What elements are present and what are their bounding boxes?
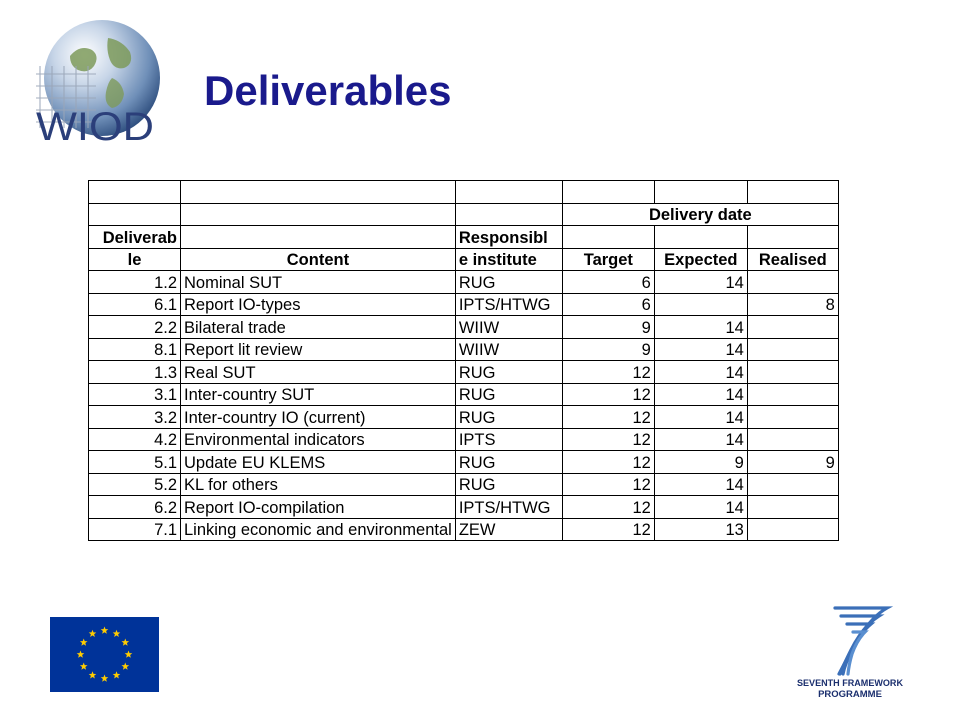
content-cell: Update EU KLEMS xyxy=(181,451,456,474)
deliverable-id: 3.2 xyxy=(89,406,181,429)
target-cell: 12 xyxy=(562,518,654,541)
table-row xyxy=(89,361,839,384)
institute-cell: IPTS/HTWG xyxy=(455,496,562,519)
expected-cell: 14 xyxy=(654,271,747,294)
content-cell: Report IO-compilation xyxy=(181,496,456,519)
expected-cell: 14 xyxy=(654,316,747,339)
institute-cell: IPTS xyxy=(455,428,562,451)
eu-flag xyxy=(50,617,159,692)
realised-cell xyxy=(747,518,838,541)
content-cell: Nominal SUT xyxy=(181,271,456,294)
expected-cell: 14 xyxy=(654,428,747,451)
content-header: Content xyxy=(181,248,456,271)
realised-cell xyxy=(747,406,838,429)
eu-star-icon xyxy=(121,639,129,646)
realised-cell xyxy=(747,271,838,294)
target-cell: 12 xyxy=(562,428,654,451)
table-cell xyxy=(89,203,181,226)
deliverable-id: 8.1 xyxy=(89,338,181,361)
expected-cell: 14 xyxy=(654,361,747,384)
table-cell xyxy=(455,203,562,226)
table-cell xyxy=(181,181,456,204)
table-row xyxy=(89,316,839,339)
expected-cell: 14 xyxy=(654,473,747,496)
institute-cell: RUG xyxy=(455,451,562,474)
content-cell: KL for others xyxy=(181,473,456,496)
deliverable-id: 5.1 xyxy=(89,451,181,474)
table-cell xyxy=(562,226,654,249)
deliverable-id: 2.2 xyxy=(89,316,181,339)
target-cell: 9 xyxy=(562,316,654,339)
eu-star-icon xyxy=(77,651,85,658)
realised-cell xyxy=(747,473,838,496)
logo-text: WIOD xyxy=(36,105,154,144)
eu-star-icon xyxy=(113,671,121,678)
institute-cell: IPTS/HTWG xyxy=(455,293,562,316)
table-row xyxy=(89,496,839,519)
eu-star-icon xyxy=(121,663,129,670)
target-cell: 12 xyxy=(562,473,654,496)
institute-cell: RUG xyxy=(455,406,562,429)
content-cell: Report IO-types xyxy=(181,293,456,316)
deliverable-id: 7.1 xyxy=(89,518,181,541)
page-title: Deliverables xyxy=(204,67,452,114)
expected-cell: 14 xyxy=(654,338,747,361)
realised-cell xyxy=(747,383,838,406)
target-cell: 12 xyxy=(562,361,654,384)
expected-cell: 14 xyxy=(654,496,747,519)
table-cell xyxy=(181,203,456,226)
table-row xyxy=(89,181,839,204)
realised-cell xyxy=(747,428,838,451)
deliverable-id: 6.2 xyxy=(89,496,181,519)
realised-cell xyxy=(747,361,838,384)
expected-cell: 9 xyxy=(654,451,747,474)
eu-star-icon xyxy=(101,675,109,682)
deliverable-id: 4.2 xyxy=(89,428,181,451)
target-cell: 6 xyxy=(562,293,654,316)
target-cell: 12 xyxy=(562,451,654,474)
content-cell: Real SUT xyxy=(181,361,456,384)
table-cell xyxy=(181,226,456,249)
wiod-logo xyxy=(30,16,160,144)
responsible-header-top: Responsibl xyxy=(455,226,562,249)
target-header: Target xyxy=(562,248,654,271)
fp7-line1: SEVENTH FRAMEWORK xyxy=(797,678,904,689)
table-cell xyxy=(654,226,747,249)
institute-cell: RUG xyxy=(455,271,562,294)
target-cell: 12 xyxy=(562,406,654,429)
table-row xyxy=(89,226,839,249)
deliverable-id: 3.1 xyxy=(89,383,181,406)
institute-cell: ZEW xyxy=(455,518,562,541)
content-cell: Linking economic and environmental xyxy=(181,518,456,541)
expected-header: Expected xyxy=(654,248,747,271)
deliverable-id: 6.1 xyxy=(89,293,181,316)
eu-star-icon xyxy=(125,651,133,658)
fp7-line2: PROGRAMME xyxy=(818,689,882,700)
table-cell xyxy=(654,181,747,204)
realised-cell xyxy=(747,316,838,339)
content-cell: Environmental indicators xyxy=(181,428,456,451)
table-row xyxy=(89,271,839,294)
fp7-logo xyxy=(795,604,905,700)
expected-cell xyxy=(654,293,747,316)
table-row xyxy=(89,451,839,474)
table-cell xyxy=(89,181,181,204)
institute-cell: RUG xyxy=(455,473,562,496)
realised-header: Realised xyxy=(747,248,838,271)
realised-cell xyxy=(747,496,838,519)
realised-cell: 9 xyxy=(747,451,838,474)
deliverable-id: 5.2 xyxy=(89,473,181,496)
content-cell: Bilateral trade xyxy=(181,316,456,339)
table-cell xyxy=(747,181,838,204)
table-cell xyxy=(747,226,838,249)
target-cell: 12 xyxy=(562,383,654,406)
eu-star-icon xyxy=(89,671,97,678)
eu-star-icon xyxy=(80,663,88,670)
deliverables-table xyxy=(88,180,839,541)
responsible-header-bottom: e institute xyxy=(455,248,562,271)
table-cell xyxy=(455,181,562,204)
content-cell: Inter-country IO (current) xyxy=(181,406,456,429)
table-row xyxy=(89,473,839,496)
institute-cell: WIIW xyxy=(455,338,562,361)
realised-cell xyxy=(747,338,838,361)
eu-star-icon xyxy=(80,639,88,646)
institute-cell: RUG xyxy=(455,361,562,384)
table-row xyxy=(89,338,839,361)
eu-star-icon xyxy=(89,630,97,637)
eu-star-icon xyxy=(101,627,109,634)
table-row xyxy=(89,248,839,271)
deliverable-id: 1.2 xyxy=(89,271,181,294)
table-row xyxy=(89,203,839,226)
table-row xyxy=(89,293,839,316)
eu-star-icon xyxy=(113,630,121,637)
target-cell: 12 xyxy=(562,496,654,519)
target-cell: 9 xyxy=(562,338,654,361)
table-cell xyxy=(562,181,654,204)
table-row xyxy=(89,406,839,429)
content-cell: Inter-country SUT xyxy=(181,383,456,406)
content-cell: Report lit review xyxy=(181,338,456,361)
realised-cell: 8 xyxy=(747,293,838,316)
expected-cell: 14 xyxy=(654,406,747,429)
deliverable-header-bottom: le xyxy=(89,248,181,271)
expected-cell: 13 xyxy=(654,518,747,541)
delivery-date-header: Delivery date xyxy=(562,203,838,226)
institute-cell: WIIW xyxy=(455,316,562,339)
table-row xyxy=(89,518,839,541)
expected-cell: 14 xyxy=(654,383,747,406)
table-row xyxy=(89,383,839,406)
deliverable-id: 1.3 xyxy=(89,361,181,384)
institute-cell: RUG xyxy=(455,383,562,406)
deliverable-header-top: Deliverab xyxy=(89,226,181,249)
target-cell: 6 xyxy=(562,271,654,294)
table-row xyxy=(89,428,839,451)
